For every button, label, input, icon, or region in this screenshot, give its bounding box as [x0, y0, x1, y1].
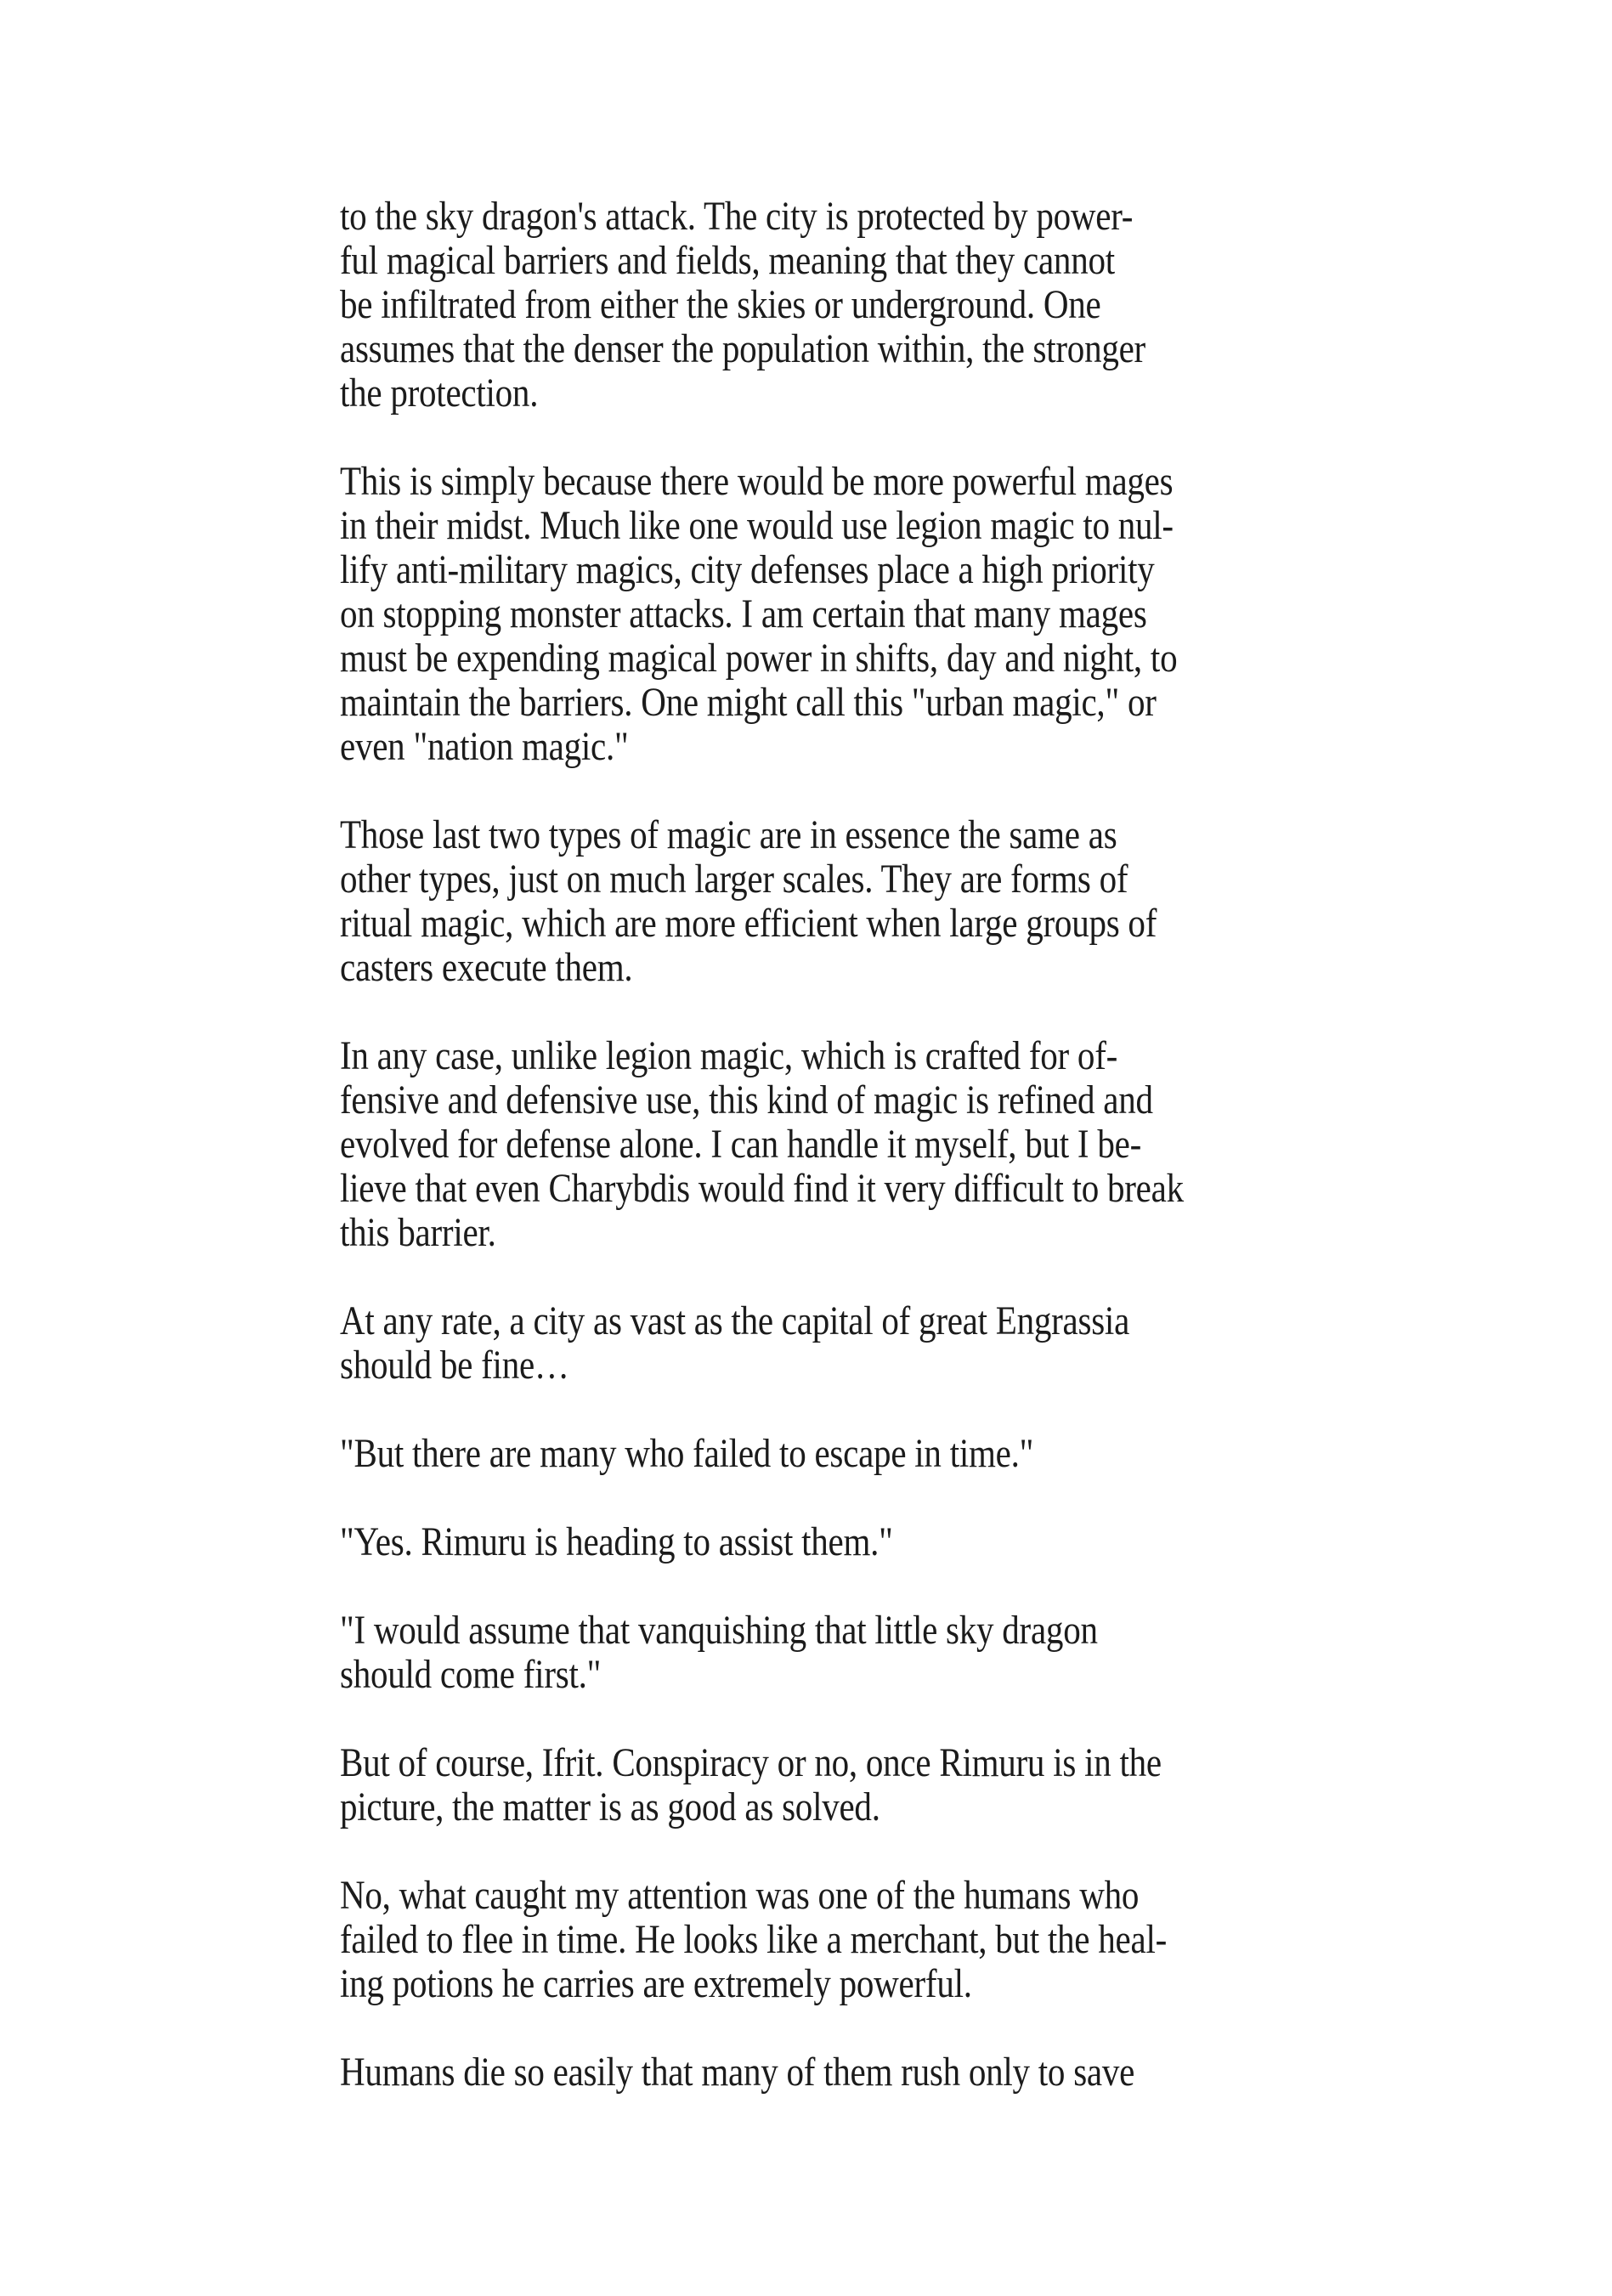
text-line: ing potions he carries are extremely powerful.	[340, 1961, 972, 2006]
text-column	[340, 195, 1314, 2139]
text-line: lify anti-military magics, city defenses place a high priority	[340, 547, 1155, 592]
text-line: this barrier.	[340, 1210, 496, 1255]
paragraph	[340, 1520, 1314, 1564]
text-line: But of course, Ifrit. Conspiracy or no, once Rimuru is in the	[340, 1740, 1162, 1785]
text-line: fensive and defensive use, this kind of magic is refined and	[340, 1077, 1153, 1123]
text-line: "Yes. Rimuru is heading to assist them."	[340, 1519, 893, 1564]
text-line: assumes that the denser the population within, the stronger	[340, 326, 1145, 371]
text-line: Humans die so easily that many of them rush only to save	[340, 2050, 1135, 2095]
text-line: This is simply because there would be more powerful mages	[340, 459, 1174, 504]
text-line: must be expending magical power in shifts, day and night, to	[340, 636, 1178, 681]
text-line: in their midst. Much like one would use legion magic to nul-	[340, 503, 1174, 548]
paragraph	[340, 2050, 1314, 2095]
paragraph	[340, 1874, 1314, 2006]
text-line: casters execute them.	[340, 945, 633, 990]
paragraph	[340, 1741, 1314, 1829]
text-line: evolved for defense alone. I can handle it myself, but I be-	[340, 1122, 1141, 1167]
text-line: "But there are many who failed to escape in time."	[340, 1431, 1034, 1476]
text-line: the protection.	[340, 370, 539, 416]
paragraph	[340, 1609, 1314, 1697]
text-line: even "nation magic."	[340, 724, 629, 769]
text-line: ritual magic, which are more efficient when large groups of	[340, 901, 1157, 946]
text-line: In any case, unlike legion magic, which is crafted for of-	[340, 1033, 1118, 1078]
text-line: be infiltrated from either the skies or underground. One	[340, 282, 1101, 327]
text-line: No, what caught my attention was one of the humans who	[340, 1873, 1140, 1918]
paragraph	[340, 1432, 1314, 1476]
text-line: other types, just on much larger scales. They are forms of	[340, 857, 1128, 902]
paragraph	[340, 195, 1314, 416]
text-line: picture, the matter is as good as solved.	[340, 1784, 880, 1829]
text-line: maintain the barriers. One might call this "urban magic," or	[340, 680, 1157, 725]
text-line: to the sky dragon's attack. The city is protected by power-	[340, 194, 1134, 239]
text-line: on stopping monster attacks. I am certain that many mages	[340, 591, 1147, 636]
text-line: ful magical barriers and fields, meaning that they cannot	[340, 238, 1115, 283]
text-line: should come first."	[340, 1652, 602, 1697]
text-line: Those last two types of magic are in essence the same as	[340, 812, 1117, 857]
text-line: "I would assume that vanquishing that little sky dragon	[340, 1608, 1098, 1653]
paragraph	[340, 1299, 1314, 1388]
text-line: lieve that even Charybdis would find it very difficult to break	[340, 1166, 1184, 1211]
text-line: At any rate, a city as vast as the capital of great Engrassia	[340, 1298, 1130, 1343]
paragraph	[340, 813, 1314, 990]
text-line: failed to flee in time. He looks like a merchant, but the heal-	[340, 1917, 1168, 1962]
paragraph	[340, 1034, 1314, 1255]
paragraph	[340, 460, 1314, 769]
text-line: should be fine…	[340, 1343, 569, 1388]
